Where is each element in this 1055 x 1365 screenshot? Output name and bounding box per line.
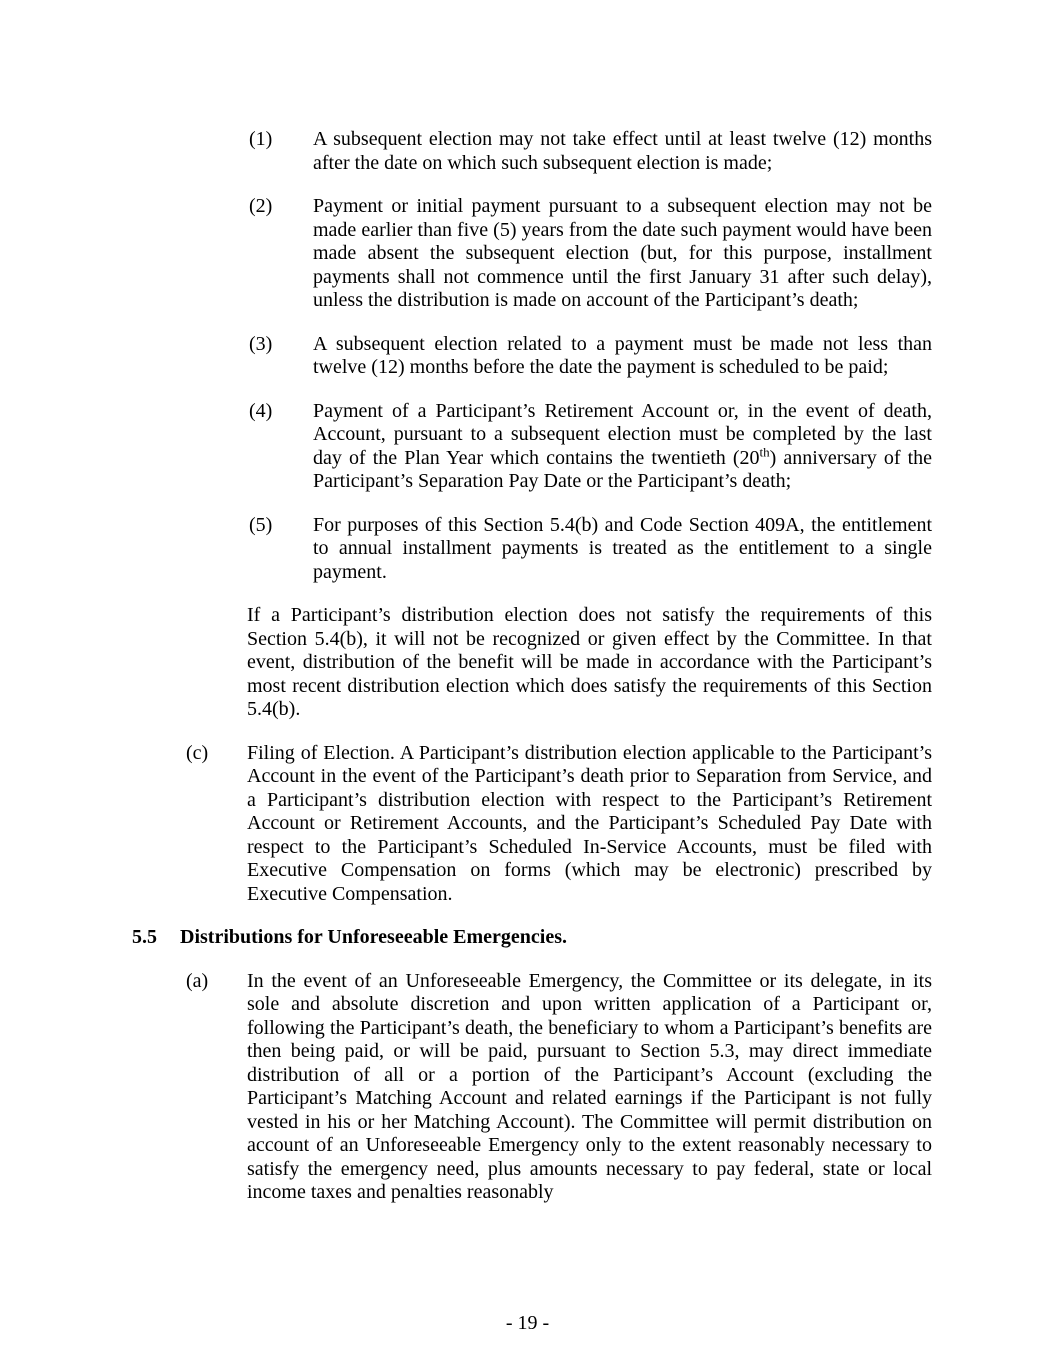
clause-4-text bbox=[313, 400, 932, 494]
section-title: Distributions for Unforeseeable Emergencies. bbox=[180, 926, 567, 948]
clause-2-text: Payment or initial payment pursuant to a subsequent election may not be made earlier than five (5) years from the date such payment would have been made absent the subsequent election (but, for this purpose, installment payments shall not commence until the first January 31 after such delay), unless the distribution is made on account of the Participant’s death; bbox=[313, 195, 932, 311]
clause-a-marker: (a) bbox=[186, 969, 209, 992]
clause-5 bbox=[132, 514, 932, 585]
clause-3-text: A subsequent election related to a payment must be made not less than twelve (12) months before the date the payment is scheduled to be paid; bbox=[313, 332, 932, 378]
clause-c bbox=[132, 742, 932, 907]
clause-4-text-after: ) anniversary of the Participant’s Separation Pay Date or the Participant’s death; bbox=[313, 446, 933, 492]
clause-4-text-before: Payment of a Participant’s Retirement Account or, in the event of death, Account, pursuant to a subsequent election must be completed by the last day of the Plan Year which contains the twentieth (20 bbox=[313, 399, 932, 469]
clause-3-marker: (3) bbox=[249, 332, 273, 355]
section-number: 5.5 bbox=[132, 926, 157, 948]
clause-4 bbox=[132, 400, 932, 494]
clause-a-text: In the event of an Unforeseeable Emergency, the Committee or its delegate, in its sole and absolute discretion and upon written application of a Participant or, following the Participant’s death, the beneficiary to whom a Participant’s benefits are then being paid, or will be paid, pursuant to Section 5.3, may direct immediate distribution of all or a portion of the Participant’s Account (excluding the Participant’s Matching Account and related earnings if the Participant is not fully vested in his or her Matching Account). The Committee will permit distribution on account of an Unforeseeable Emergency only to the extent reasonably necessary to satisfy the emergency need, plus amounts necessary to pay federal, state or local income taxes and penalties reasonably bbox=[247, 969, 932, 1203]
ordinal-superscript: th bbox=[759, 443, 770, 459]
clause-2 bbox=[132, 195, 932, 313]
clause-c-marker: (c) bbox=[186, 741, 209, 764]
clause-1-text: A subsequent election may not take effect until at least twelve (12) months after the date on which such subsequent election is made; bbox=[313, 128, 932, 174]
clause-a bbox=[132, 970, 932, 1205]
clause-3 bbox=[132, 333, 932, 380]
clause-4-marker: (4) bbox=[249, 399, 273, 422]
closing-paragraph bbox=[247, 604, 932, 722]
closing-paragraph-text: If a Participant’s distribution election does not satisfy the requirements of this Section 5.4(b), it will not be recognized or given effect by the Committee. In that event, distribution of the benefit will be made in accordance with the Participant’s most recent distribution election which does satisfy the requirements of this Section 5.4(b). bbox=[247, 604, 932, 720]
section-heading-5-5 bbox=[132, 926, 932, 950]
document-body bbox=[132, 128, 932, 1225]
clause-2-marker: (2) bbox=[249, 195, 273, 217]
clause-1 bbox=[132, 128, 932, 175]
clause-c-text: Filing of Election. A Participant’s distribution election applicable to the Participant’s Account in the event of the Participant’s death prior to Separation from Service, and a Participant’s distribution election with respect to the Participant’s Retirement Account or Retirement Accounts, and the Participant’s Scheduled Pay Date with respect to the Participant’s Scheduled In-Service Accounts, must be filed with Executive Compensation on forms (which may be electronic) prescribed by Executive Compensation. bbox=[247, 741, 932, 905]
page-number: - 19 - bbox=[505, 1312, 550, 1334]
clause-5-text: For purposes of this Section 5.4(b) and Code Section 409A, the entitlement to annual installment payments is treated as the entitlement to a single payment. bbox=[313, 513, 932, 583]
clause-5-marker: (5) bbox=[249, 513, 273, 536]
clause-1-marker: (1) bbox=[249, 128, 273, 150]
